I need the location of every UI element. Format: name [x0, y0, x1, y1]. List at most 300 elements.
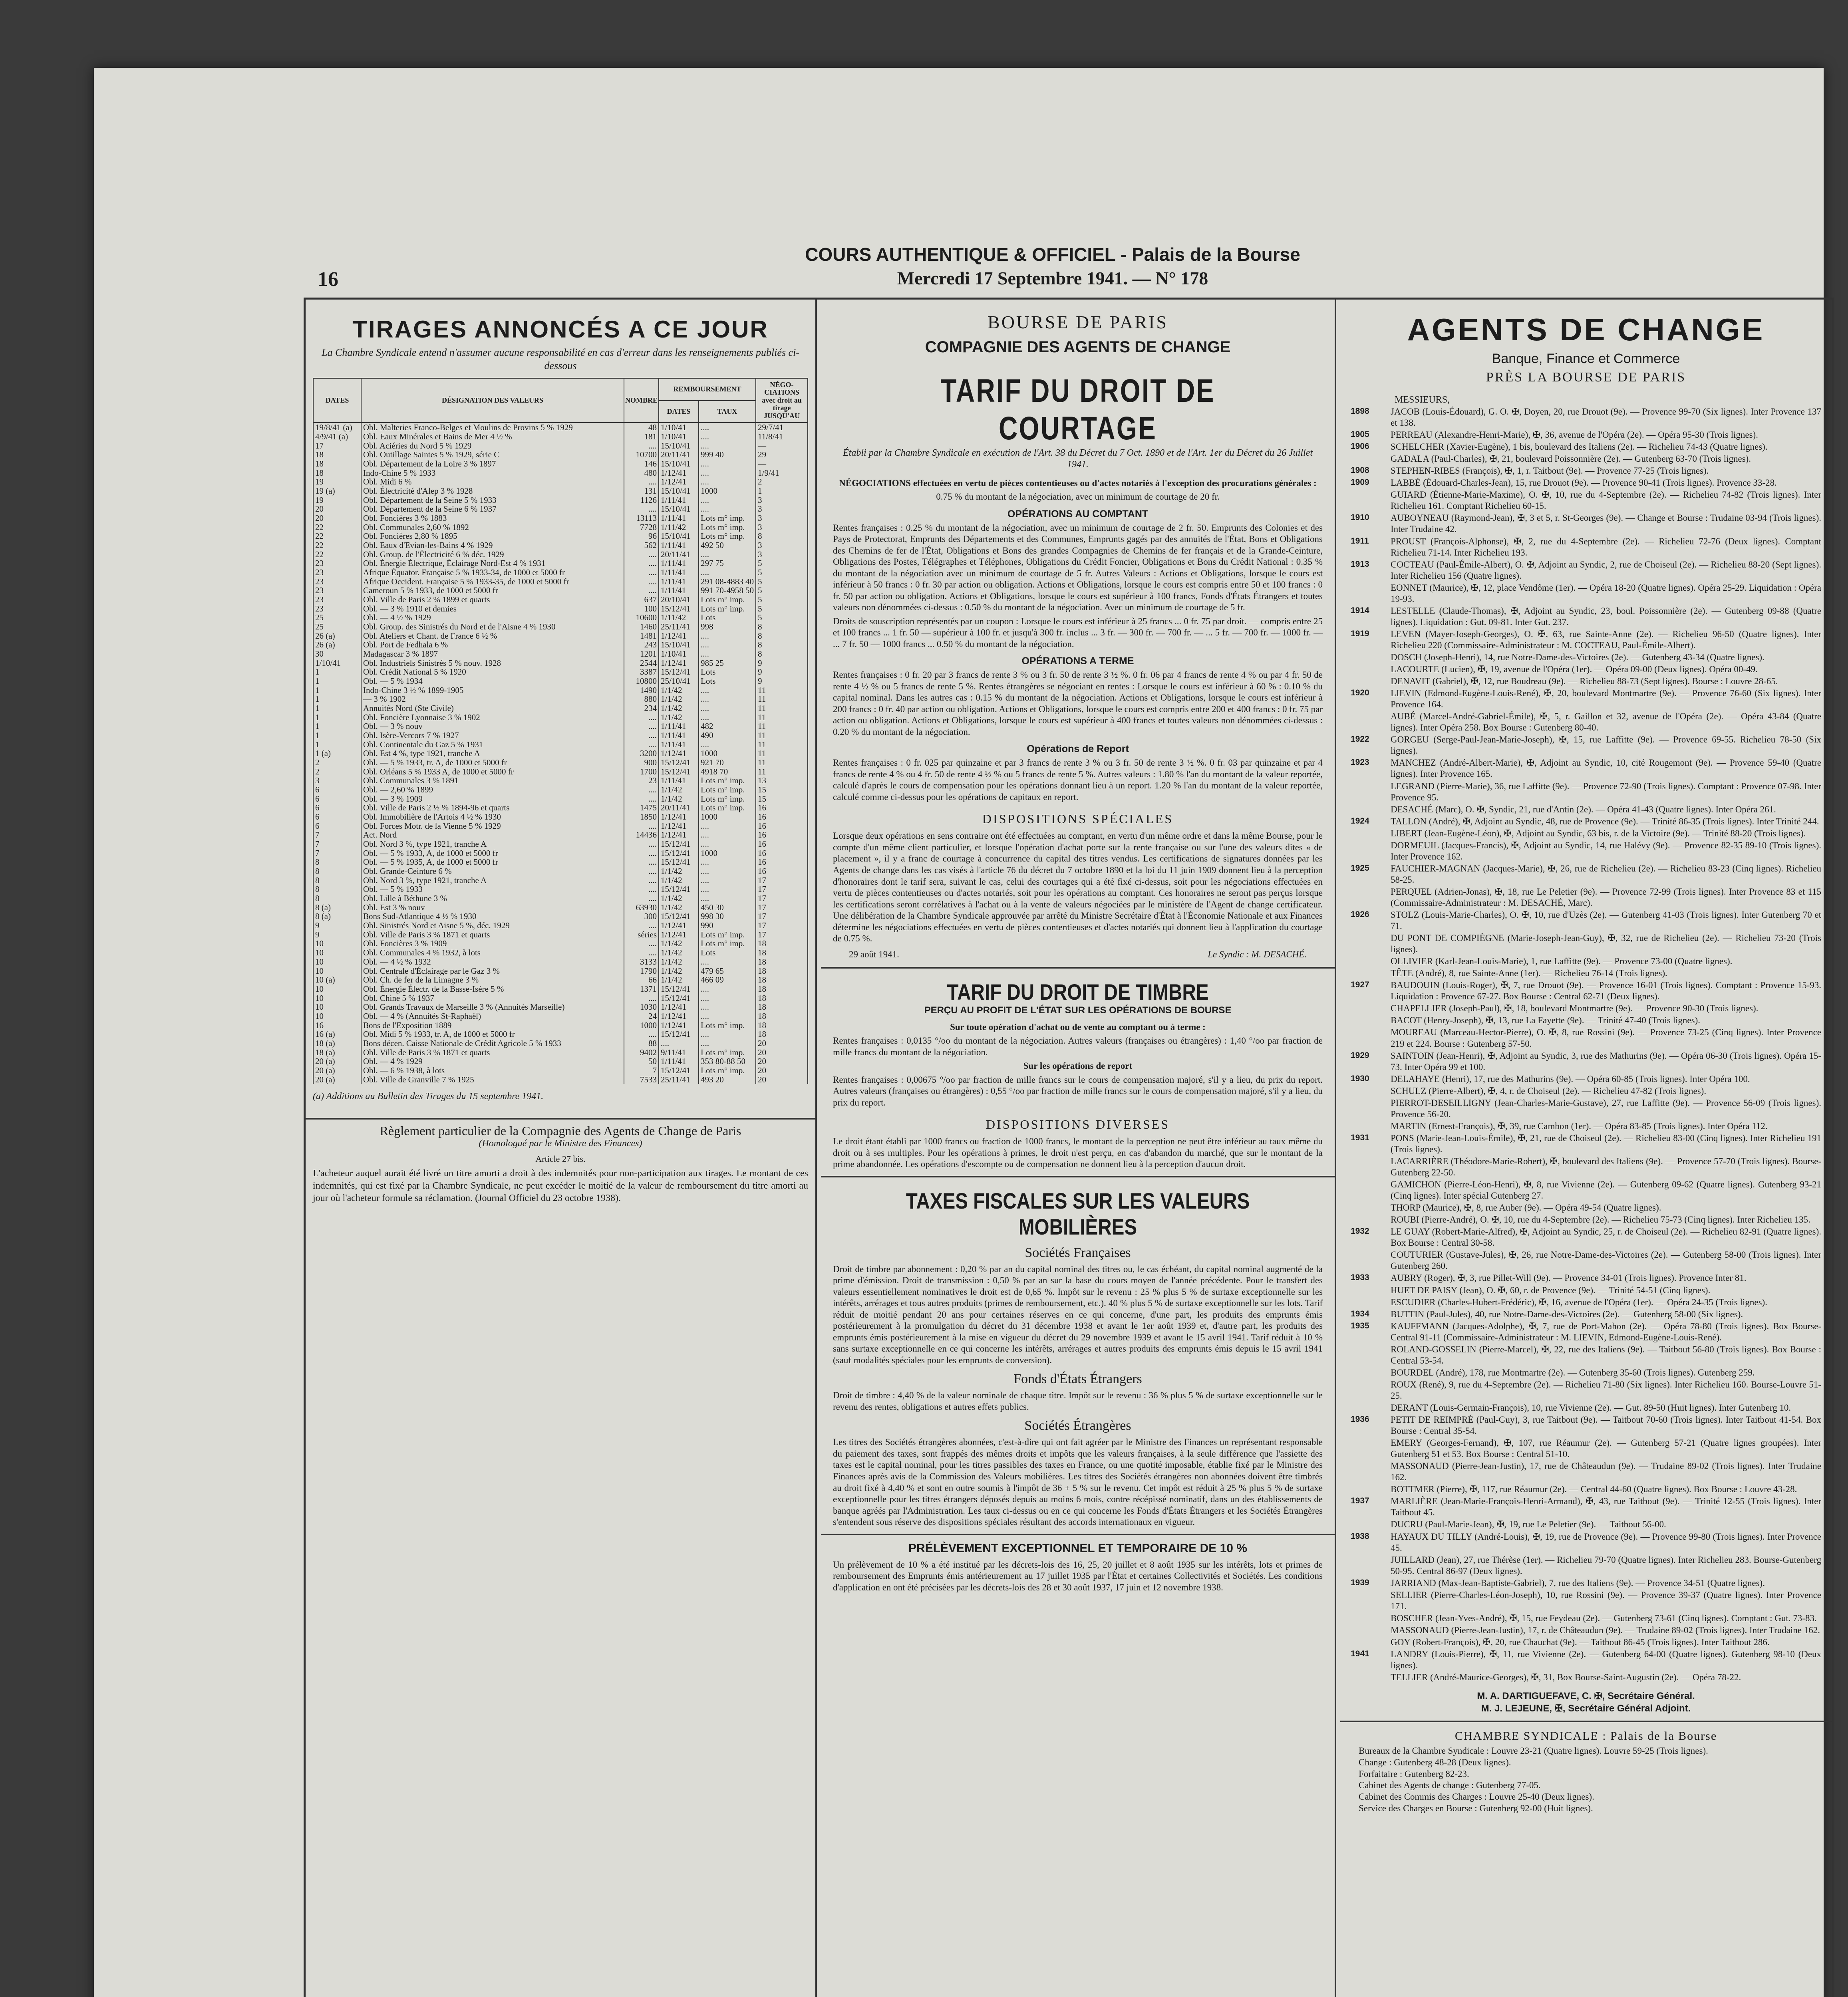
table-cell: 15/12/41 — [659, 985, 699, 994]
table-cell: Obl. Continentale du Gaz 5 % 1931 — [361, 740, 624, 749]
table-cell: 11 — [756, 695, 808, 704]
table-cell: Lots m° imp. — [699, 930, 756, 939]
tirages-title: TIRAGES ANNONCÉS A CE JOUR — [352, 316, 769, 343]
table-cell: Obl. Sinistrés Nord et Aisne 5 %, déc. 1929 — [361, 921, 624, 930]
agent-year — [1351, 652, 1391, 663]
list-item — [1351, 1461, 1821, 1483]
sec-report: Opérations de Report — [1027, 743, 1129, 755]
agent-year: 1926 — [1351, 910, 1369, 919]
table-cell: 29 — [756, 450, 808, 459]
table-cell: Obl. Outillage Saintes 5 % 1929, série C — [361, 450, 624, 459]
table-cell: 450 30 — [699, 903, 756, 912]
sec-comptant: OPÉRATIONS AU COMPTANT — [1007, 508, 1149, 520]
table-cell: 1000 — [699, 486, 756, 496]
table-cell: 1/1/42 — [659, 785, 699, 794]
table-cell: 13 — [756, 776, 808, 785]
table-cell: 15/10/41 — [659, 459, 699, 468]
table-cell: 1 — [313, 731, 361, 740]
list-item — [1351, 863, 1821, 885]
table-cell: 15/12/41 — [659, 885, 699, 894]
agent-year — [1351, 1554, 1391, 1577]
agent-entry: OLLIVIER (Karl-Jean-Louis-Marie), 1, rue Laffitte (9e). — Provence 73-00 (Quatre lignes). — [1391, 956, 1733, 967]
table-cell: 1/1/42 — [659, 876, 699, 885]
table-cell: 15 — [756, 794, 808, 804]
courtage-title: TARIF DU DROIT DE COURTAGE — [940, 373, 1215, 447]
table-cell: 1/1/42 — [659, 903, 699, 912]
list-item — [1351, 1027, 1821, 1049]
table-cell: 3 — [756, 514, 808, 523]
table-cell: 1/9/41 — [756, 468, 808, 478]
agent-year — [1351, 582, 1391, 605]
table-cell: 19/8/41 (a) — [313, 423, 361, 432]
table-cell: 20 (a) — [313, 1066, 361, 1075]
soc-fr-text: Droit de timbre par abonnement : 0,20 % par an du capital nominal des titres ou, le cas échéant, du capital nominal augmenté de la prime d'émission. Droit de transmission : 0,50 % par an sur la base du cours moyen de l'année précédente. Pour le transfert des valeurs essentiellement nominatives le droit est de 0,65 %. Impôt sur le revenu : 25 % plus 5 % de surtaxe exceptionnelle sur les intérêts, arrérages et tous autres produits (primes de remboursement, etc.). 40 % plus 5 % de surtaxe exceptionnelle sur les lots. Tarif réduit de moitié pendant 20 ans pour certaines réserves en ce qui concerne, d'une part, les produits des emprunts émis postérieurement à la promulgation du décret du 31 décembre 1938 et avant le 1er août 1939 et, d'autre part, les produits des emprunts émis postérieurement à la mise en vigueur du décret du 29 novembre 1939 et avant le 15 avril 1941. Tarif réduit à 10 % sans surtaxe exceptionnelle en ce qui concerne les intérêts, arrérages et autres produits des emprunts émis depuis le 15 avril 1941 (sauf modalités spéciales pour les emprunts de conversion). — [833, 1264, 1323, 1365]
table-cell: 6 — [313, 794, 361, 804]
table-cell: 1 — [313, 677, 361, 686]
agent-entry: SAINTOIN (Jean-Henri), ✠, Adjoint au Syndic, 3, rue des Mathurins (9e). — Opéra 06-30 (Trois lignes). Opéra 15-73. Inter Opéra 99 et 100. — [1391, 1050, 1821, 1072]
table-cell: .... — [624, 441, 659, 451]
table-row — [313, 441, 808, 451]
table-cell: 63930 — [624, 903, 659, 912]
table-row — [313, 885, 808, 894]
table-cell: 18 — [756, 994, 808, 1003]
table-row — [313, 459, 808, 468]
agent-entry: CHAPELLIER (Joseph-Paul), ✠, 18, boulevard Montmartre (9e). — Provence 90-30 (Trois lignes). — [1391, 1003, 1759, 1014]
table-cell: 17 — [756, 885, 808, 894]
table-cell: Obl. Grands Travaux de Marseille 3 % (Annuités Marseille) — [361, 1002, 624, 1012]
agent-year: 1922 — [1351, 734, 1369, 744]
table-row — [313, 758, 808, 767]
table-cell: 5 — [756, 577, 808, 586]
table-cell: Obl. Immobilière de l'Artois 4 ½ % 1930 — [361, 812, 624, 822]
agent-entry: PETIT DE REIMPRÉ (Paul-Guy), 3, rue Taitbout (9e). — Taitbout 70-60 (Trois lignes). Inter Taitbout 41-54. Box Bourse : Central 35-54. — [1391, 1415, 1821, 1436]
table-cell: 243 — [624, 640, 659, 649]
table-cell: Obl. Électricité d'Alep 3 % 1928 — [361, 486, 624, 496]
agent-year — [1351, 1297, 1391, 1308]
agent-year: 1911 — [1351, 536, 1369, 546]
list-item — [1351, 1086, 1821, 1097]
table-cell: 3133 — [624, 957, 659, 967]
table-cell: 1/11/41 — [659, 559, 699, 568]
col-negociations: NÉGO-CIATIONS avec droit au tirage JUSQU'AU — [756, 378, 808, 423]
table-cell: 1/12/41 — [659, 921, 699, 930]
terme-text: Rentes françaises : 0 fr. 20 par 3 francs de rente 3 % ou 3 fr. 50 de rente 3 ½ %. 0 fr. 06 par 4 francs de rente 4 % ou par 4 fr. 50 de rente 4 ½ % ou 5 francs de rente 5 %. Rentes étrangères se négociant en rentes : Lorsque le cours est inférieur à 60 % : 0.10 % du capital nominal. Dans les autres cas : 0.15 % du montant de la négociation. Actions et Obligations, lorsque le cours est inférieur à 200 francs : 0 fr. 40 par action ou obligation. Actions et Obligations, lorsque le cours est compris entre 200 et 400 francs : 0 fr. 75 par action ou obligation. Actions et Obligations, lorsque le cours est supérieur à 400 francs et toutes valeurs non dénommées ci-dessus : 0.20 % du montant de la négociation. — [833, 670, 1323, 737]
table-cell: Lots m° imp. — [699, 1066, 756, 1075]
agent-entry: SELLIER (Pierre-Charles-Léon-Joseph), 10, rue Rossini (9e). — Provence 39-37 (Quatre lignes). Inter Provence 171. — [1391, 1590, 1821, 1611]
table-cell: 11 — [756, 722, 808, 731]
agent-entry: JACOB (Louis-Édouard), G. O. ✠, Doyen, 20, rue Drouot (9e). — Provence 99-70 (Six lignes). Inter Provence 137 et 138. — [1391, 407, 1821, 428]
table-cell: .... — [624, 550, 659, 559]
table-cell: 10700 — [624, 450, 659, 459]
table-cell: 1/11/41 — [659, 568, 699, 577]
table-cell: Obl. Midi 5 % 1933, tr. A, de 1000 et 5000 fr — [361, 1030, 624, 1039]
agents-sub1: Banque, Finance et Commerce — [1492, 351, 1680, 366]
table-row — [313, 550, 808, 559]
table-cell: 1/1/42 — [659, 957, 699, 967]
list-item — [1351, 1367, 1821, 1378]
page-number: 16 — [318, 268, 338, 291]
agent-entry: JUILLARD (Jean), 27, rue Thérèse (1er). — Richelieu 79-70 (Quatre lignes). Inter Richelieu 283. Bourse-Gutenberg 50-95. Central 86-97 (Deux lignes). — [1391, 1554, 1821, 1576]
table-cell: Obl. Chine 5 % 1937 — [361, 994, 624, 1003]
agent-year: 1930 — [1351, 1074, 1369, 1083]
content-frame — [304, 298, 1834, 1997]
list-item — [1351, 828, 1821, 839]
list-item — [1351, 840, 1821, 862]
agent-entry: LE GUAY (Robert-Marie-Alfred), ✠, Adjoint au Syndic, 25, r. de Choiseul (2e). — Richelieu 82-91 (Quatre lignes). Box Bourse : Central 30-58. — [1391, 1227, 1821, 1248]
table-row — [313, 649, 808, 659]
agent-year — [1351, 886, 1391, 909]
table-cell: .... — [624, 586, 659, 595]
agent-entry: EMERY (Georges-Fernand), ✠, 107, rue Réaumur (2e). — Gutenberg 57-21 (Quatre lignes groupées). Inter Gutenberg 51 et 53. Box Bourse : Central 51-10. — [1391, 1438, 1821, 1459]
table-cell: 1/12/41 — [659, 930, 699, 939]
table-cell: Obl. Aciéries du Nord 5 % 1929 — [361, 441, 624, 451]
table-cell: 19 — [313, 496, 361, 505]
chambre-title: CHAMBRE SYNDICALE : Palais de la Bourse — [1455, 1729, 1717, 1743]
table-cell: 10 — [313, 948, 361, 957]
table-cell: 6 — [313, 812, 361, 822]
table-cell: Obl. Orléans 5 % 1933 A, de 1000 et 5000 fr — [361, 767, 624, 776]
table-row — [313, 695, 808, 704]
dispositions-text: Lorsque deux opérations en sens contraire ont été effectuées au comptant, en vertu d'un même ordre et dans la même Bourse, pour le compte d'un même client particulier, et lorsque l'opération d'achat porte sur la rente française ou sur l'une des valeurs dites « de placement », il y a franc de courtage à concurrence du capital des titres vendus. Les certifications de signatures données par les Agents de change dans les cas visés à l'article 76 du décret du 7 octobre 1890 et la loi du 11 juin 1909 donnent lieu à la perception d'honoraires dont le tarif sera, suivant le cas, celui des courtages qui a été fixé ci-dessus, soit pour les négociations effectuées en vertu de pièces contentieuses ou d'actes notariés, soit pour les opérations au comptant. Ces honoraires ne seront pas perçus lorsque les certifications seront corrélatives à l'achat ou à la vente de valeurs négociées par le ministère de l'Agent de change certificateur. Une délibération de la Chambre Syndicale approuvée par arrêté du Ministre Secrétaire d'État à l'Économie Nationale et aux Finances détermine les négociations effectuées en vertu de pièces contentieuses et d'actes notariés qui donnent lieu à l'application du courtage de 0.75 %. — [833, 831, 1323, 944]
table-cell: .... — [624, 994, 659, 1003]
table-cell: 7533 — [624, 1075, 659, 1084]
table-cell: Bons de l'Exposition 1889 — [361, 1021, 624, 1030]
timbre-report-title: Sur les opérations de report — [1023, 1061, 1133, 1071]
table-cell: 8 — [313, 858, 361, 867]
list-item — [1351, 1015, 1821, 1026]
agent-year — [1351, 1590, 1391, 1612]
table-cell: .... — [624, 822, 659, 831]
table-cell: 637 — [624, 595, 659, 604]
table-row — [313, 1039, 808, 1048]
table-cell: 48 — [624, 423, 659, 432]
table-cell: 1 — [313, 722, 361, 731]
table-cell: 5 — [756, 595, 808, 604]
table-cell: .... — [699, 994, 756, 1003]
table-row — [313, 876, 808, 885]
table-cell: 16 — [313, 1021, 361, 1030]
table-cell: 1/11/41 — [659, 740, 699, 749]
table-cell: .... — [624, 559, 659, 568]
agent-year: 1937 — [1351, 1496, 1369, 1506]
table-cell: 8 (a) — [313, 912, 361, 921]
table-cell: Lots m° imp. — [699, 785, 756, 794]
table-cell: 18 — [756, 975, 808, 985]
table-cell: Obl. Group. de l'Électricité 6 % déc. 1929 — [361, 550, 624, 559]
table-row — [313, 613, 808, 622]
list-item — [1351, 688, 1821, 710]
table-cell: 25/11/41 — [659, 622, 699, 631]
table-cell: .... — [624, 722, 659, 731]
list-item — [1351, 734, 1821, 756]
table-cell: 17 — [756, 894, 808, 903]
table-cell: 880 — [624, 695, 659, 704]
agent-entry: AUBOYNEAU (Raymond-Jean), ✠, 3 et 5, r. St-Georges (9e). — Change et Bourse : Trudaine 03-94 (Trois lignes). Inter Trudaine 42. — [1391, 513, 1821, 534]
table-cell: 8 — [756, 532, 808, 541]
table-cell: Obl. — 5 % 1933, A, de 1000 et 5000 fr — [361, 849, 624, 858]
agent-year: 1914 — [1351, 605, 1369, 615]
list-item — [1351, 956, 1821, 967]
table-cell: .... — [699, 876, 756, 885]
table-cell: Obl. Département de la Seine 5 % 1933 — [361, 496, 624, 505]
agent-year — [1351, 1214, 1391, 1225]
table-cell: .... — [699, 1012, 756, 1021]
table-row — [313, 1066, 808, 1075]
agent-year: 1931 — [1351, 1133, 1369, 1142]
table-cell: 25/10/41 — [659, 677, 699, 686]
list-item — [1351, 816, 1821, 827]
table-cell: 16 — [756, 830, 808, 840]
col-remb-taux: TAUX — [699, 401, 756, 423]
table-row — [313, 496, 808, 505]
table-cell: 66 — [624, 975, 659, 985]
comptant-text: Rentes françaises : 0.25 % du montant de la négociation, avec un minimum de courtage de 2 fr. 50. Emprunts des Colonies et des Pays de Protectorat, Emprunts des Départements et des Communes, Emprunts gagés par des annuités de l'État, Bons et Obligations des Chemins de fer de l'État, Obligations et Bons des grandes Compagnies de Chemins de fer français et de la Grande-Ceinture, Obligations des Postes, Télégraphes et Téléphones, Obligations du Crédit Foncier, Obligations et Bons du Crédit National : 0.35 % du montant de la négociation avec un minimum de courtage de 5 fr. Autres Valeurs : Actions et Obligations, lorsque le cours est inférieur à 50 francs : 0 fr. 30 par action ou obligation. Actions et Obligations, lorsque le cours est compris entre 50 et 100 francs : 0 fr. 50 par action ou obligation. Actions et Obligations, lorsque le cours est supérieur à 100 francs, Fonds d'États Étrangers et toutes valeurs non dénommées ci-dessus : 0.50 % du montant de la négociation. Avec un minimum de courtage de 5 fr. — [833, 522, 1323, 613]
agent-year — [1351, 1121, 1391, 1132]
table-cell: .... — [699, 740, 756, 749]
agent-entry: MARLIÈRE (Jean-Marie-François-Henri-Armand), ✠, 43, rue Taitbout (9e). — Trinité 12-55 (Trois lignes). Inter Taitbout 45. — [1391, 1496, 1821, 1518]
table-cell: 11 — [756, 713, 808, 722]
agent-entry: STEPHEN-RIBES (François), ✠, 1, r. Taitbout (9e). — Provence 77-25 (Trois lignes). — [1391, 466, 1709, 476]
table-cell: 921 70 — [699, 758, 756, 767]
table-cell: 8 — [756, 649, 808, 659]
agent-entry: DESACHÉ (Marc), O. ✠, Syndic, 21, rue d'Antin (2e). — Opéra 41-43 (Quatre lignes). Inter Opéra 261. — [1391, 804, 1776, 814]
table-cell: 5 — [756, 568, 808, 577]
table-cell: .... — [699, 867, 756, 876]
agent-year — [1351, 1086, 1391, 1097]
table-cell: .... — [699, 686, 756, 695]
table-cell: 20 — [756, 1066, 808, 1075]
table-cell: .... — [699, 640, 756, 649]
table-row — [313, 468, 808, 478]
table-cell: Obl. Communales 3 % 1891 — [361, 776, 624, 785]
table-cell: Obl. — 3 % 1909 — [361, 794, 624, 804]
table-cell: 20 — [756, 1039, 808, 1048]
table-cell: 30 — [313, 649, 361, 659]
table-cell: 1 — [313, 740, 361, 749]
sec-dispositions: DISPOSITIONS SPÉCIALES — [982, 812, 1174, 826]
table-cell: 480 — [624, 468, 659, 478]
table-cell: Lots m° imp. — [699, 514, 756, 523]
list-item — [1351, 465, 1821, 476]
tirages-column — [306, 300, 817, 1997]
table-cell: .... — [624, 840, 659, 849]
table-row — [313, 921, 808, 930]
table-cell: 10 — [313, 939, 361, 948]
table-cell: 1126 — [624, 496, 659, 505]
table-cell: 15/12/41 — [659, 604, 699, 613]
table-cell: 1/1/42 — [659, 695, 699, 704]
agent-entry: LACARRIÈRE (Théodore-Marie-Robert), ✠, boulevard des Italiens (9e). — Provence 57-70 (Trois lignes). Bourse-Gutenberg 22-50. — [1391, 1156, 1821, 1178]
agent-year — [1351, 1179, 1391, 1201]
table-cell: 1/1/42 — [659, 867, 699, 876]
table-cell: .... — [699, 894, 756, 903]
list-item — [1351, 559, 1821, 582]
table-cell: .... — [699, 496, 756, 505]
table-cell: 20/11/41 — [659, 450, 699, 459]
table-cell: 18 (a) — [313, 1048, 361, 1057]
table-cell: Madagascar 3 % 1897 — [361, 649, 624, 659]
agent-year: 1941 — [1351, 1649, 1369, 1658]
table-cell: .... — [699, 504, 756, 514]
list-item — [1351, 1309, 1821, 1320]
table-cell: 20 (a) — [313, 1075, 361, 1084]
agent-entry: LEGRAND (Pierre-Marie), 36, rue Laffitte (9e). — Provence 72-90 (Trois lignes). Comptant : Provence 07-98. Inter Provence 95. — [1391, 781, 1821, 802]
table-cell: 10 — [313, 967, 361, 976]
table-cell: 17 — [756, 921, 808, 930]
agent-year — [1351, 1285, 1391, 1296]
table-cell: .... — [624, 885, 659, 894]
agent-entry: PIERROT-DESEILLIGNY (Jean-Charles-Marie-Gustave), 27, rue Laffitte (9e). — Provence 56-09 (Trois lignes). Provence 56-20. — [1391, 1098, 1821, 1119]
table-cell: 3 — [756, 550, 808, 559]
agents-list — [1351, 406, 1821, 1683]
table-cell: .... — [624, 849, 659, 858]
col-remb-dates: DATES — [659, 401, 699, 423]
table-row — [313, 975, 808, 985]
table-row — [313, 840, 808, 849]
agent-year — [1351, 1519, 1391, 1530]
table-cell: Obl. Port de Fedhala 6 % — [361, 640, 624, 649]
newspaper-page — [94, 68, 1824, 1997]
table-cell: 11 — [756, 704, 808, 713]
table-cell: 1/11/41 — [659, 731, 699, 740]
table-cell: 15/12/41 — [659, 994, 699, 1003]
table-cell: 17 — [756, 876, 808, 885]
agent-year: 1898 — [1351, 407, 1369, 416]
agent-year: 1913 — [1351, 559, 1369, 569]
table-cell: 1/11/41 — [659, 541, 699, 550]
table-cell: Obl. — 5 % 1935, A, de 1000 et 5000 fr — [361, 858, 624, 867]
table-cell: .... — [699, 423, 756, 432]
agent-entry: LANDRY (Louis-Pierre), ✠, 11, rue Vivienne (2e). — Gutenberg 64-00 (Quatre lignes). Gutenberg 98-10 (Deux lignes). — [1391, 1649, 1821, 1671]
table-row — [313, 994, 808, 1003]
table-cell: 1 — [313, 704, 361, 713]
table-row — [313, 523, 808, 532]
col-nombre: NOMBRE — [624, 378, 659, 423]
table-cell: Obl. Grande-Ceinture 6 % — [361, 867, 624, 876]
table-cell: 15/10/41 — [659, 486, 699, 496]
table-cell: 3387 — [624, 667, 659, 677]
list-item — [1351, 1496, 1821, 1518]
soc-etr-title: Sociétés Étrangères — [1024, 1418, 1131, 1433]
table-cell: Obl. Ville de Granville 7 % 1925 — [361, 1075, 624, 1084]
list-item — [1351, 980, 1821, 1002]
table-cell: 2 — [313, 767, 361, 776]
list-item — [1351, 1297, 1821, 1308]
table-cell: Obl. — 5 % 1934 — [361, 677, 624, 686]
table-cell: 15/12/41 — [659, 849, 699, 858]
agent-entry: JARRIAND (Max-Jean-Baptiste-Gabriel), 7, rue des Italiens (9e). — Provence 34-51 (Quatre lignes). — [1391, 1578, 1765, 1588]
table-cell: 10800 — [624, 677, 659, 686]
list-item — [1351, 757, 1821, 780]
table-row — [313, 704, 808, 713]
table-cell: 1000 — [624, 1021, 659, 1030]
agent-entry: LIEVIN (Edmond-Eugène-Louis-René), ✠, 20, boulevard Montmartre (9e). — Provence 76-60 (Six lignes). Inter Provence 164. — [1391, 688, 1821, 710]
table-cell: 20 — [313, 514, 361, 523]
agent-year — [1351, 1613, 1391, 1624]
table-cell: Obl. Centrale d'Éclairage par le Gaz 3 % — [361, 967, 624, 976]
table-cell: Obl. Département de la Seine 6 % 1937 — [361, 504, 624, 514]
table-cell: .... — [699, 840, 756, 849]
table-cell: 1/11/42 — [659, 523, 699, 532]
agent-year — [1351, 1156, 1391, 1178]
agent-entry: HAYAUX DU TILLY (André-Louis), ✠, 19, rue de Provence (9e). — Provence 99-80 (Trois lignes). Inter Provence 45. — [1391, 1531, 1821, 1553]
chambre-line: Forfaitaire : Gutenberg 82-23. — [1359, 1769, 1469, 1779]
table-cell: 562 — [624, 541, 659, 550]
col-remboursement: REMBOURSEMENT — [659, 378, 756, 401]
soc-fr-title: Sociétés Françaises — [1025, 1245, 1131, 1260]
table-cell: 20/10/41 — [659, 595, 699, 604]
table-row — [313, 939, 808, 948]
agent-year — [1351, 1437, 1391, 1460]
table-cell: 1/12/41 — [659, 1002, 699, 1012]
agent-year — [1351, 1003, 1391, 1014]
table-cell: Act. Nord — [361, 830, 624, 840]
table-cell: .... — [699, 1039, 756, 1048]
list-item — [1351, 1003, 1821, 1014]
table-cell: 16 — [756, 867, 808, 876]
table-cell: 1/11/41 — [659, 586, 699, 595]
table-row — [313, 830, 808, 840]
table-cell: 1/12/41 — [659, 749, 699, 758]
list-item — [1351, 1484, 1821, 1495]
header-title: COURS AUTHENTIQUE & OFFICIEL - Palais de la Bourse — [805, 244, 1300, 265]
table-row — [313, 532, 808, 541]
list-item — [1351, 489, 1821, 512]
table-cell: Obl. — 3 % nouv — [361, 722, 624, 731]
table-cell: 1 (a) — [313, 749, 361, 758]
table-cell: 20 — [756, 1048, 808, 1057]
table-cell: 19 (a) — [313, 486, 361, 496]
agent-year — [1351, 1484, 1391, 1495]
table-row — [313, 504, 808, 514]
list-item — [1351, 1519, 1821, 1530]
signature-line — [849, 949, 1307, 960]
page-header — [693, 244, 1412, 289]
list-item — [1351, 664, 1821, 675]
agents-title: AGENTS DE CHANGE — [1407, 312, 1765, 347]
list-item — [1351, 1202, 1821, 1213]
nego-rate: 0.75 % du montant de la négociation, avec un minimum de courtage de 20 fr. — [936, 492, 1220, 502]
table-cell: 131 — [624, 486, 659, 496]
table-cell: 18 — [756, 1030, 808, 1039]
table-cell: Obl. Midi 6 % — [361, 477, 624, 486]
agent-year — [1351, 1637, 1391, 1648]
agent-entry: ROUX (René), 9, rue du 4-Septembre (2e). — Richelieu 71-80 (Six lignes). Inter Richelieu 160. Bourse-Louvre 51-25. — [1391, 1379, 1821, 1401]
table-cell: .... — [624, 740, 659, 749]
table-cell: Obl. Eaux Minérales et Bains de Mer 4 ½ % — [361, 432, 624, 441]
chambre-line: Cabinet des Commis des Charges : Louvre 25-40 (Deux lignes). — [1359, 1792, 1594, 1802]
agent-entry: BOSCHER (Jean-Yves-André), ✠, 15, rue Feydeau (2e). — Gutenberg 73-61 (Cinq lignes). Comptant : Gut. 73-83. — [1391, 1613, 1817, 1623]
table-cell: 10 — [313, 1012, 361, 1021]
table-cell: 18 — [313, 468, 361, 478]
table-cell: 20 — [313, 504, 361, 514]
list-item — [1351, 804, 1821, 815]
reglement-title: Règlement particulier de la Compagnie des Agents de Change de Paris — [380, 1124, 741, 1138]
table-cell: 22 — [313, 523, 361, 532]
table-row — [313, 1012, 808, 1021]
table-cell: 22 — [313, 550, 361, 559]
table-cell: .... — [699, 830, 756, 840]
agent-entry: COUTURIER (Gustave-Jules), ✠, 26, rue Notre-Dame-des-Victoires (2e). — Gutenberg 58-00 (Trois lignes). Inter Gutenberg 260. — [1391, 1250, 1821, 1271]
table-cell: 1/1/42 — [659, 686, 699, 695]
table-cell: Obl. Foncières 2,80 % 1895 — [361, 532, 624, 541]
table-cell: 2544 — [624, 659, 659, 668]
table-row — [313, 713, 808, 722]
agent-year — [1351, 968, 1391, 979]
compagnie-heading: COMPAGNIE DES AGENTS DE CHANGE — [925, 338, 1231, 356]
table-cell: .... — [624, 876, 659, 885]
table-cell: 6 — [313, 785, 361, 794]
